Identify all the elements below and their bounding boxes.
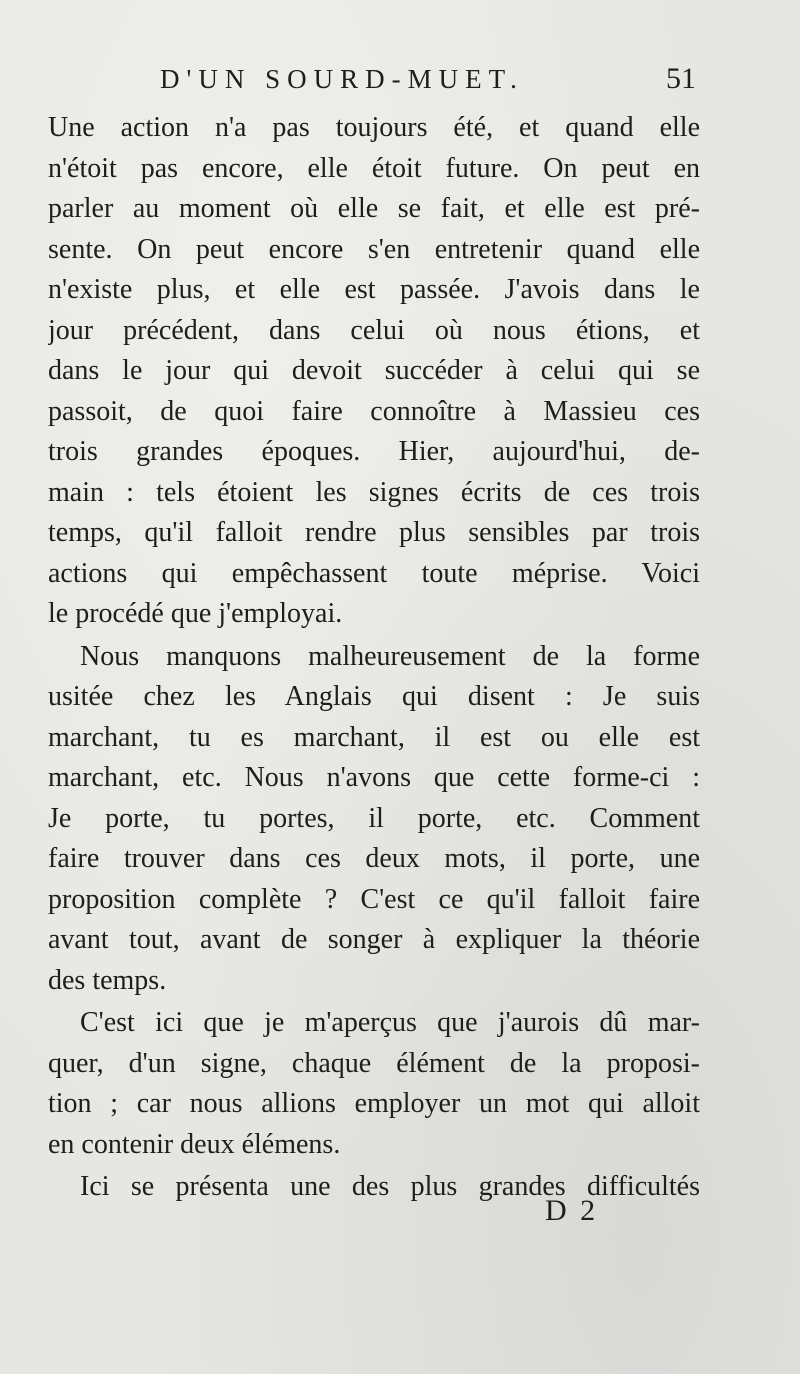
text-line: n'étoit pas encore, elle étoit future. On peut en	[48, 152, 700, 184]
text-line: Une action n'a pas toujours été, et quand elle	[48, 112, 700, 143]
text-line: usitée chez les Anglais qui disent : Je suis	[48, 681, 700, 712]
text-line: trois grandes époques. Hier, aujourd'hui, de-	[48, 436, 700, 467]
text-line: des temps.	[48, 964, 167, 996]
text-line: C'est ici que je m'aperçus que j'aurois dû mar-	[80, 1007, 700, 1038]
text-line: Nous manquons malheureusement de la forme	[80, 640, 700, 672]
body-text	[48, 108, 700, 1208]
page-header	[48, 60, 700, 104]
text-line: tion ; car nous allions employer un mot qui alloit	[48, 1088, 700, 1119]
text-line: n'existe plus, et elle est passée. J'avois dans le	[48, 274, 700, 305]
paragraph-2	[48, 637, 700, 1002]
text-line: Je porte, tu portes, il porte, etc. Comment	[48, 802, 700, 834]
paragraph-4	[48, 1167, 700, 1208]
text-line: main : tels étoient les signes écrits de ces trois	[48, 476, 700, 508]
text-line: sente. On peut encore s'en entretenir quand elle	[48, 233, 700, 265]
text-line: temps, qu'il falloit rendre plus sensibles par trois	[48, 517, 700, 548]
running-title: D'UN SOURD-MUET.	[160, 64, 524, 94]
text-line: marchant, etc. Nous n'avons que cette forme-ci :	[48, 762, 700, 793]
text-line: quer, d'un signe, chaque élément de la proposi-	[48, 1047, 700, 1079]
signature-mark: D 2	[545, 1194, 599, 1227]
text-line: passoit, de quoi faire connoître à Massieu ces	[48, 395, 700, 427]
paragraph-3	[48, 1003, 700, 1165]
text-line: dans le jour qui devoit succéder à celui qui se	[48, 355, 700, 386]
text-line: parler au moment où elle se fait, et elle est pré-	[48, 193, 700, 224]
paragraph-1	[48, 108, 700, 635]
text-line: proposition complète ? C'est ce qu'il falloit faire	[48, 883, 700, 915]
text-line: en contenir deux élémens.	[48, 1128, 341, 1160]
text-line: Ici se présenta une des plus grandes difficultés	[80, 1171, 700, 1202]
text-line: avant tout, avant de songer à expliquer la théorie	[48, 924, 700, 955]
text-line: actions qui empêchassent toute méprise. Voici	[48, 557, 700, 589]
text-line: marchant, tu es marchant, il est ou elle est	[48, 721, 700, 753]
text-line: jour précédent, dans celui où nous étions, et	[48, 314, 700, 346]
page-number: 51	[666, 62, 696, 95]
text-line: faire trouver dans ces deux mots, il porte, une	[48, 843, 700, 874]
text-line: le procédé que j'employai.	[48, 598, 343, 629]
